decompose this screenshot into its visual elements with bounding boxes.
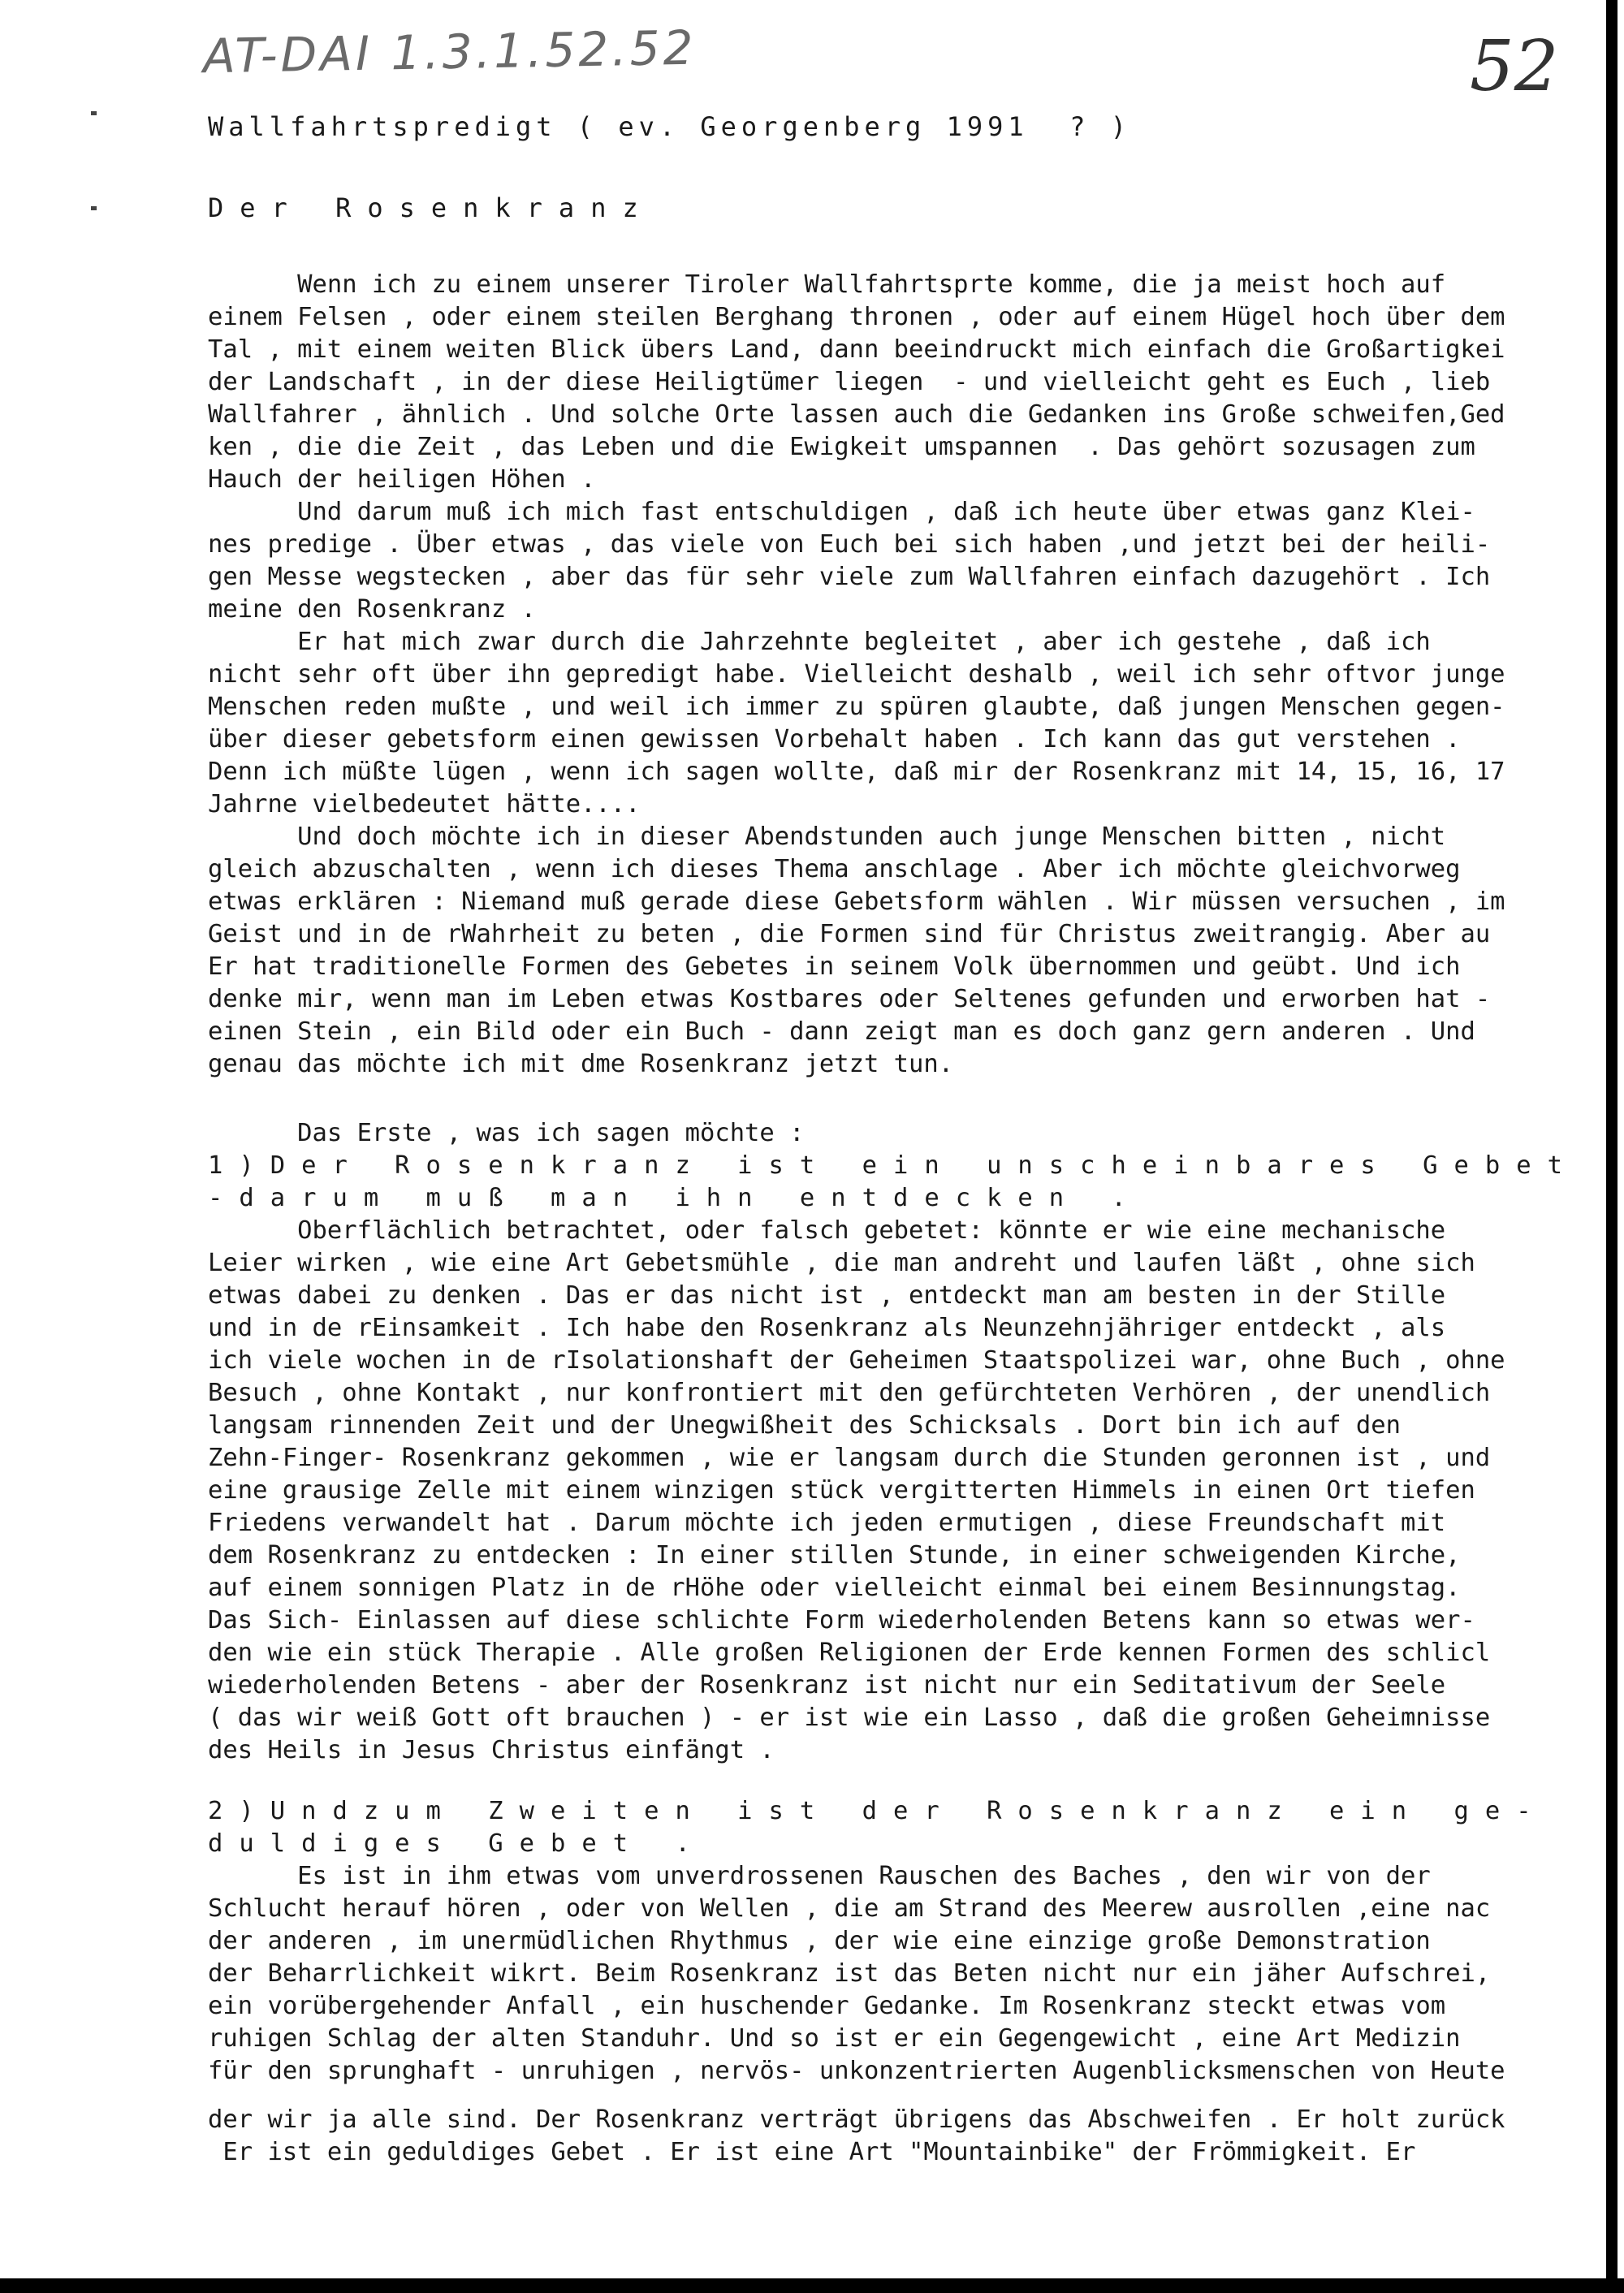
text-line: ich viele wochen in de rIsolationshaft der Geheimen Staatspolizei war, ohne Buch , ohne (208, 1346, 1505, 1375)
text-line: Zehn-Finger- Rosenkranz gekommen , wie er langsam durch die Stunden geronnen ist , und (208, 1444, 1491, 1472)
text-line: Er hat mich zwar durch die Jahrzehnte begleitet , aber ich gestehe , daß ich (208, 628, 1431, 656)
text-line: Jahrne vielbedeutet hätte.... (208, 790, 641, 818)
sermon-title: Der Rosenkranz (208, 192, 654, 223)
text-line: Schlucht herauf hören , oder von Wellen , die am Strand des Meerew ausrollen ,eine nac (208, 1894, 1491, 1923)
text-line: etwas erklären : Niemand muß gerade diese Gebetsform wählen . Wir müssen versuchen , im (208, 887, 1505, 916)
section1-heading: 1)Der Rosenkranz ist ein unscheinbares Gebet (208, 1151, 1579, 1180)
text-line: einen Stein , ein Bild oder ein Buch - dann zeigt man es doch ganz gern anderen . Und (208, 1017, 1475, 1046)
text-line: Geist und in de rWahrheit zu beten , die Formen sind für Christus zweitrangig. Aber au (208, 920, 1491, 948)
text-line: der Beharrlichkeit wikrt. Beim Rosenkranz ist das Beten nicht nur ein jäher Aufschrei, (208, 1959, 1491, 1988)
text-line: Hauch der heiligen Höhen . (208, 465, 596, 494)
text-line: ruhigen Schlag der alten Standuhr. Und so ist er ein Gegengewicht , eine Art Medizin (208, 2024, 1461, 2053)
text-line: und in de rEinsamkeit . Ich habe den Rosenkranz als Neunzehnjähriger entdeckt , als (208, 1314, 1446, 1342)
text-line: Tal , mit einem weiten Blick übers Land, dann beeindruckt mich einfach die Großartigkei (208, 335, 1505, 364)
text-line: wiederholenden Betens - aber der Rosenkranz ist nicht nur ein Seditativum der Seele (208, 1671, 1446, 1699)
text-line: meine den Rosenkranz . (208, 595, 536, 624)
page-number: 52 (1470, 26, 1559, 107)
text-line: über dieser gebetsform einen gewissen Vorbehalt haben . Ich kann das gut verstehen . (208, 725, 1461, 754)
text-line: gleich abzuschalten , wenn ich dieses Thema anschlage . Aber ich möchte gleichvorweg (208, 855, 1461, 883)
text-line: Das Sich- Einlassen auf diese schlichte Form wiederholenden Betens kann so etwas wer- (208, 1606, 1475, 1634)
text-line: etwas dabei zu denken . Das er das nicht ist , entdeckt man am besten in der Stille (208, 1281, 1446, 1310)
header-line: Wallfahrtspredigt ( ev. Georgenberg 1991 ? ) (208, 111, 1131, 142)
text-line: der anderen , im unermüdlichen Rhythmus , der wie eine einzige große Demonstration (208, 1927, 1431, 1955)
text-line: Menschen reden mußte , und weil ich immer zu spüren glaubte, daß jungen Menschen gegen- (208, 693, 1505, 721)
text-line: denke mir, wenn man im Leben etwas Kostbares oder Seltenes gefunden und erworben hat - (208, 985, 1491, 1013)
text-line: den wie ein stück Therapie . Alle großen Religionen der Erde kennen Formen des schlicl (208, 1639, 1491, 1667)
text-line: ( das wir weiß Gott oft brauchen ) - er ist wie ein Lasso , daß die großen Geheimnisse (208, 1704, 1491, 1732)
text-line: dem Rosenkranz zu entdecken : In einer stillen Stunde, in einer schweigenden Kirche, (208, 1541, 1461, 1570)
scan-border-right (1606, 0, 1618, 2293)
text-line: Er hat traditionelle Formen des Gebetes in seinem Volk übernommen und geübt. Und ich (208, 952, 1461, 981)
text-line: Wallfahrer , ähnlich . Und solche Orte lassen auch die Gedanken ins Große schweifen,Ged (208, 400, 1505, 429)
text-line: Denn ich müßte lügen , wenn ich sagen wollte, daß mir der Rosenkranz mit 14, 15, 16, 17 (208, 758, 1505, 786)
text-line: Es ist in ihm etwas vom unverdrossenen Rauschen des Baches , den wir von der (208, 1862, 1431, 1890)
text-line: Wenn ich zu einem unserer Tiroler Wallfahrtsprte komme, die ja meist hoch auf (208, 270, 1446, 299)
text-line: auf einem sonnigen Platz in de rHöhe oder vielleicht einmal bei einem Besinnungstag. (208, 1574, 1461, 1602)
scan-border-bottom (0, 2278, 1624, 2293)
text-line: ken , die die Zeit , das Leben und die Ewigkeit umspannen . Das gehört sozusagen zum (208, 433, 1475, 461)
text-line: Besuch , ohne Kontakt , nur konfrontiert mit den gefürchteten Verhören , der unendlich (208, 1379, 1491, 1407)
text-line: nes predige . Über etwas , das viele von Euch bei sich haben ,und jetzt bei der heili- (208, 530, 1491, 559)
margin-mark (91, 111, 97, 115)
section1-heading: -darum muß man ihn entdecken . (208, 1184, 1142, 1212)
text-line: Und darum muß ich mich fast entschuldigen , daß ich heute über etwas ganz Klei- (208, 498, 1475, 526)
text-line: langsam rinnenden Zeit und der Unegwißheit des Schicksals . Dort bin ich auf den (208, 1411, 1402, 1440)
section2-heading: duldiges Gebet . (208, 1829, 706, 1858)
text-line: ein vorübergehender Anfall , ein huschender Gedanke. Im Rosenkranz steckt etwas vom (208, 1992, 1446, 2020)
margin-mark (91, 206, 97, 210)
text-line: einem Felsen , oder einem steilen Berghang thronen , oder auf einem Hügel hoch über dem (208, 303, 1505, 331)
text-line: für den sprunghaft - unruhigen , nervös- unkonzentrierten Augenblicksmenschen von Heute (208, 2057, 1505, 2085)
text-line: der Landschaft , in der diese Heiligtümer liegen - und vielleicht geht es Euch , lieb (208, 368, 1491, 396)
text-line: Leier wirken , wie eine Art Gebetsmühle , die man andreht und laufen läßt , ohne sich (208, 1249, 1475, 1277)
text-line: nicht sehr oft über ihn gepredigt habe. Vielleicht deshalb , weil ich sehr oftvor junge (208, 660, 1505, 689)
text-line: Und doch möchte ich in dieser Abendstunden auch junge Menschen bitten , nicht (208, 823, 1446, 851)
text-line: des Heils in Jesus Christus einfängt . (208, 1736, 775, 1764)
text-line: Friedens verwandelt hat . Darum möchte ich jeden ermutigen , diese Freundschaft mit (208, 1509, 1446, 1537)
text-line: Er ist ein geduldiges Gebet . Er ist eine Art "Mountainbike" der Frömmigkeit. Er (208, 2138, 1416, 2166)
text-line: genau das möchte ich mit dme Rosenkranz jetzt tun. (208, 1050, 954, 1078)
section2-heading: 2)Undzum Zweiten ist der Rosenkranz ein ge- (208, 1797, 1548, 1825)
text-line: der wir ja alle sind. Der Rosenkranz verträgt übrigens das Abschweifen . Er holt zurück (208, 2105, 1505, 2134)
text-line: Oberflächlich betrachtet, oder falsch gebetet: könnte er wie eine mechanische (208, 1216, 1446, 1245)
text-line: eine grausige Zelle mit einem winzigen stück vergitterten Himmels in einen Ort tiefen (208, 1476, 1475, 1505)
text-line: gen Messe wegstecken , aber das für sehr viele zum Wallfahren einfach dazugehört . Ich (208, 563, 1491, 591)
archive-stamp: AT-DAI 1.3.1.52.52 (202, 19, 698, 84)
section-intro: Das Erste , was ich sagen möchte : (208, 1119, 805, 1147)
